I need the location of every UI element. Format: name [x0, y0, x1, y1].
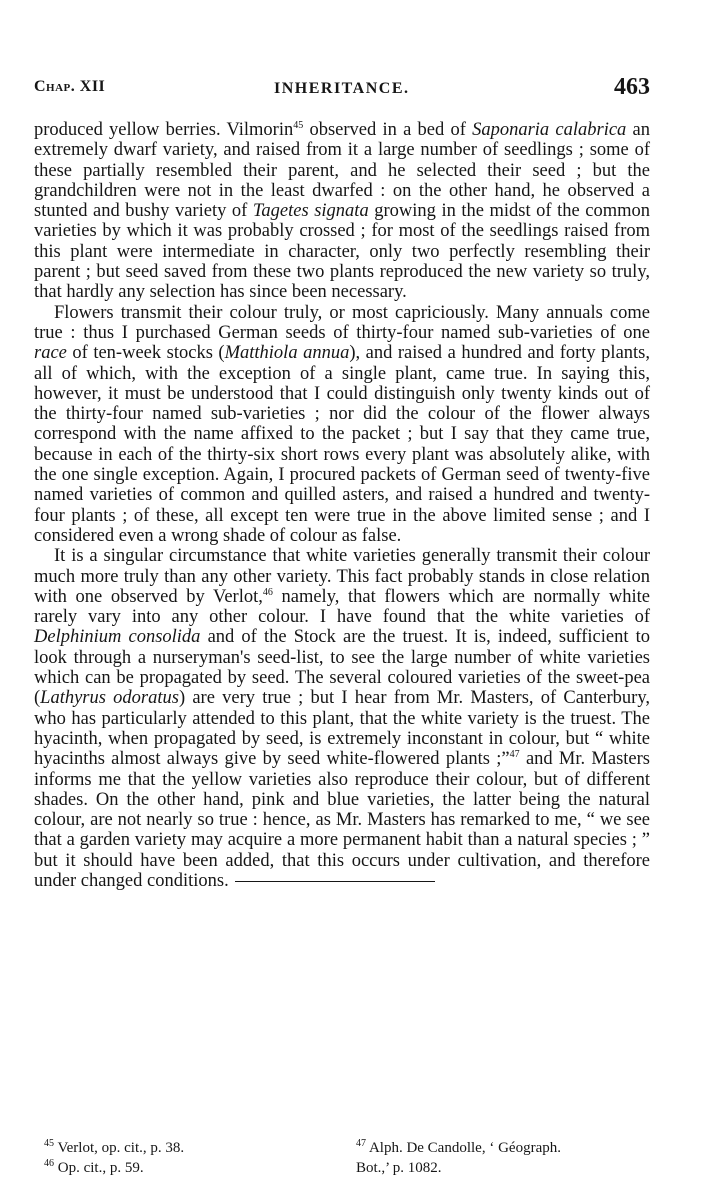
text-run: and Mr. Masters informs me that the yellow varieties also reproduce their colour, but of different shades. On the other hand, pink and blue varieties, the latter being the natural colour, are not nearly so true : hence, as Mr. Masters has remarked to me, “ we see that a garden variety may acquire a more permanent habit than a natural species ; ” but it should have been added, that this occurs under cultivation, and therefore under changed conditions. [34, 749, 651, 891]
footnote-text: Verlot, op. cit., p. 38. [57, 1140, 185, 1156]
footnote-column-left [44, 1138, 344, 1178]
footnote-continuation: Bot.,’ p. 1082. [356, 1160, 442, 1176]
footnote-mark: 46 [44, 1158, 54, 1169]
text-run: namely, that flowers which are normally white rarely vary into any other colour. I have found that the white varieties of [34, 586, 650, 628]
italic-term: Lathyrus odoratus [40, 688, 179, 709]
footnote-ref: 47 [509, 749, 520, 761]
text-run: produced yellow berries. Vilmorin [34, 120, 294, 140]
footnote-text: Op. cit., p. 59. [57, 1160, 144, 1176]
footnote-separator-rule [235, 881, 435, 882]
book-page [34, 74, 651, 1176]
footnote-ref: 46 [262, 586, 273, 598]
italic-term: Saponaria calabrica [472, 120, 627, 140]
text-run: observed in a bed of [303, 120, 473, 140]
footnote-text: Alph. De Candolle, ‘ Géograph. [368, 1140, 561, 1156]
footnote-ref: 45 [293, 119, 304, 131]
paragraph [34, 303, 650, 547]
footnote [44, 1138, 344, 1158]
text-run: growing in the midst of the common varieties by which it was probably crossed ; for most of the seedlings raised from this plant were intermediate in character, only two perfectly resembling their parent ; but seed saved from these two plants reproduced the new variety so truly, that hardly any selection has since been necessary. [34, 201, 650, 303]
page-number: 463 [614, 74, 650, 100]
footnote-column-right [356, 1138, 654, 1178]
italic-term: race [34, 343, 67, 364]
running-title: INHERITANCE. [274, 80, 410, 97]
text-run: ), and raised a hundred and forty plants, all of which, with the exception of a single plant, came true. In saying this, however, it must be understood that I could distinguish only twenty kinds out of the thirty-four named sub-varieties ; nor did the colour of the flower always correspond with the name affixed to the packet ; but I say that they came true, because in each of the thirty-six short rows every plant was absolutely alike, with the one single exception. Again, I procured packets of German seed of twenty-five named varieties of common and quilled asters, and raised a hundred and twenty-four plants ; of these, all except ten were true in the above limited sense ; and I considered even a wrong shade of colour as false. [34, 343, 650, 546]
body-text [34, 120, 650, 891]
footnote [44, 1158, 344, 1178]
italic-term: Delphinium consolida [34, 627, 201, 648]
footnote-mark: 47 [356, 1138, 366, 1149]
text-run: of ten-week stocks ( [66, 343, 225, 364]
paragraph [34, 120, 650, 303]
chapter-label: Chap. XII [34, 78, 106, 95]
text-run: It is a singular circumstance that white varieties generally transmit their colour much more truly than any other variety. This fact probably stands in close relation with one observed by Verlot, [34, 546, 650, 607]
italic-term: Tagetes signata [252, 201, 369, 222]
footnote-mark: 45 [44, 1138, 54, 1149]
footnote [356, 1138, 654, 1158]
text-run: and of the Stock are the truest. It is, indeed, sufficient to look through a nurseryman's seed-list, to see the large number of white varieties which can be propagated by seed. The several coloured varieties of the sweet-pea ( [34, 627, 650, 709]
paragraph [34, 546, 650, 891]
italic-term: Matthiola annua [224, 343, 350, 364]
running-header [34, 74, 650, 108]
text-run: Flowers transmit their colour truly, or most capriciously. Many annuals come true : thus I purchased German seeds of thirty-four named sub-varieties of one [34, 302, 650, 343]
text-run: ) are very true ; but I hear from Mr. Masters, of Canterbury, who has particularly attended to this plant, that the white variety is the truest. The hyacinth, when propagated by seed, is extremely inconstant in colour, but “ white hyacinths almost always give by seed white-flowered plants ;” [34, 688, 651, 770]
text-run: an extremely dwarf variety, and raised from it a large number of seedlings ; some of these partially resembled their parent, and he selected their seed ; but the grandchildren were not in the least dwarfed : on the other hand, he observed a stunted and bushy variety of [34, 120, 650, 222]
